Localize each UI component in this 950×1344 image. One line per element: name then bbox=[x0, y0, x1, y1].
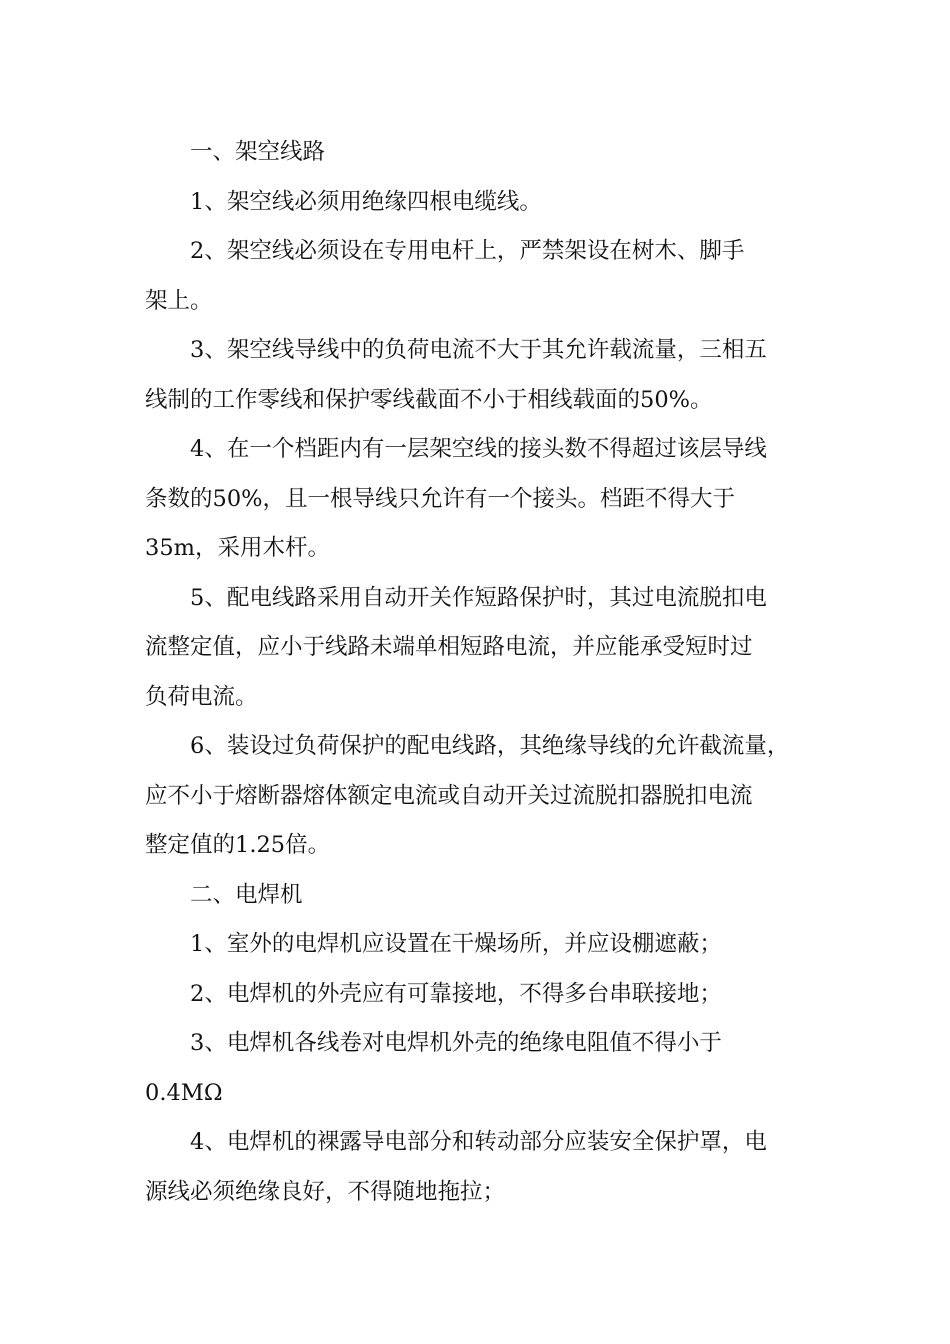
text-line: 一、架空线路 bbox=[190, 139, 326, 165]
text-line: 负荷电流。 bbox=[145, 683, 258, 710]
text-line: 4、在一个档距内有一层架空线的接头数不得超过该层导线 bbox=[190, 436, 767, 462]
text-line: 线制的工作零线和保护零线截面不小于相线载面的50%。 bbox=[145, 386, 713, 413]
text-line: 6、装设过负荷保护的配电线路，其绝缘导线的允许截流量， bbox=[190, 733, 790, 759]
text-line: 应不小于熔断器熔体额定电流或自动开关过流脱扣器脱扣电流 bbox=[145, 782, 753, 809]
section-heading-welding-machine bbox=[145, 871, 810, 921]
text-line: 1、架空线必须用绝缘四根电缆线。 bbox=[190, 188, 542, 215]
text-line: 整定值的1.25倍。 bbox=[145, 832, 331, 858]
paragraph bbox=[145, 425, 810, 574]
paragraph bbox=[145, 1019, 810, 1118]
text-line: 1、室外的电焊机应设置在干燥场所，并应设棚遮蔽； bbox=[190, 931, 722, 957]
paragraph bbox=[145, 1118, 810, 1217]
section-heading-overhead-lines bbox=[145, 128, 810, 178]
text-line: 流整定值，应小于线路未端单相短路电流，并应能承受短时过 bbox=[145, 634, 753, 660]
paragraph bbox=[145, 178, 810, 228]
text-line: 2、电焊机的外壳应有可靠接地，不得多台串联接地； bbox=[190, 980, 722, 1007]
paragraph bbox=[145, 920, 810, 970]
paragraph bbox=[145, 970, 810, 1020]
text-line: 5、配电线路采用自动开关作短路保护时，其过电流脱扣电 bbox=[190, 584, 767, 611]
paragraph bbox=[145, 574, 810, 723]
text-line: 3、架空线导线中的负荷电流不大于其允许载流量，三相五 bbox=[190, 337, 767, 363]
text-line: 2、架空线必须设在专用电杆上，严禁架设在树木、脚手 bbox=[190, 238, 745, 264]
text-line: 35m，采用木杆。 bbox=[145, 535, 330, 561]
paragraph bbox=[145, 326, 810, 425]
text-line: 条数的50%，且一根导线只允许有一个接头。档距不得大于 bbox=[145, 485, 736, 512]
text-line: 源线必须绝缘良好，不得随地拖拉； bbox=[145, 1178, 506, 1205]
paragraph bbox=[145, 722, 810, 871]
text-line: 3、电焊机各线卷对电焊机外壳的绝缘电阻值不得小于 bbox=[190, 1030, 722, 1056]
paragraph bbox=[145, 227, 810, 326]
text-line: 0.4MΩ bbox=[145, 1079, 223, 1106]
document-body bbox=[145, 128, 810, 1217]
text-line: 4、电焊机的裸露导电部分和转动部分应装安全保护罩，电 bbox=[190, 1129, 767, 1155]
text-line: 架上。 bbox=[145, 287, 213, 314]
text-line: 二、电焊机 bbox=[190, 881, 303, 908]
